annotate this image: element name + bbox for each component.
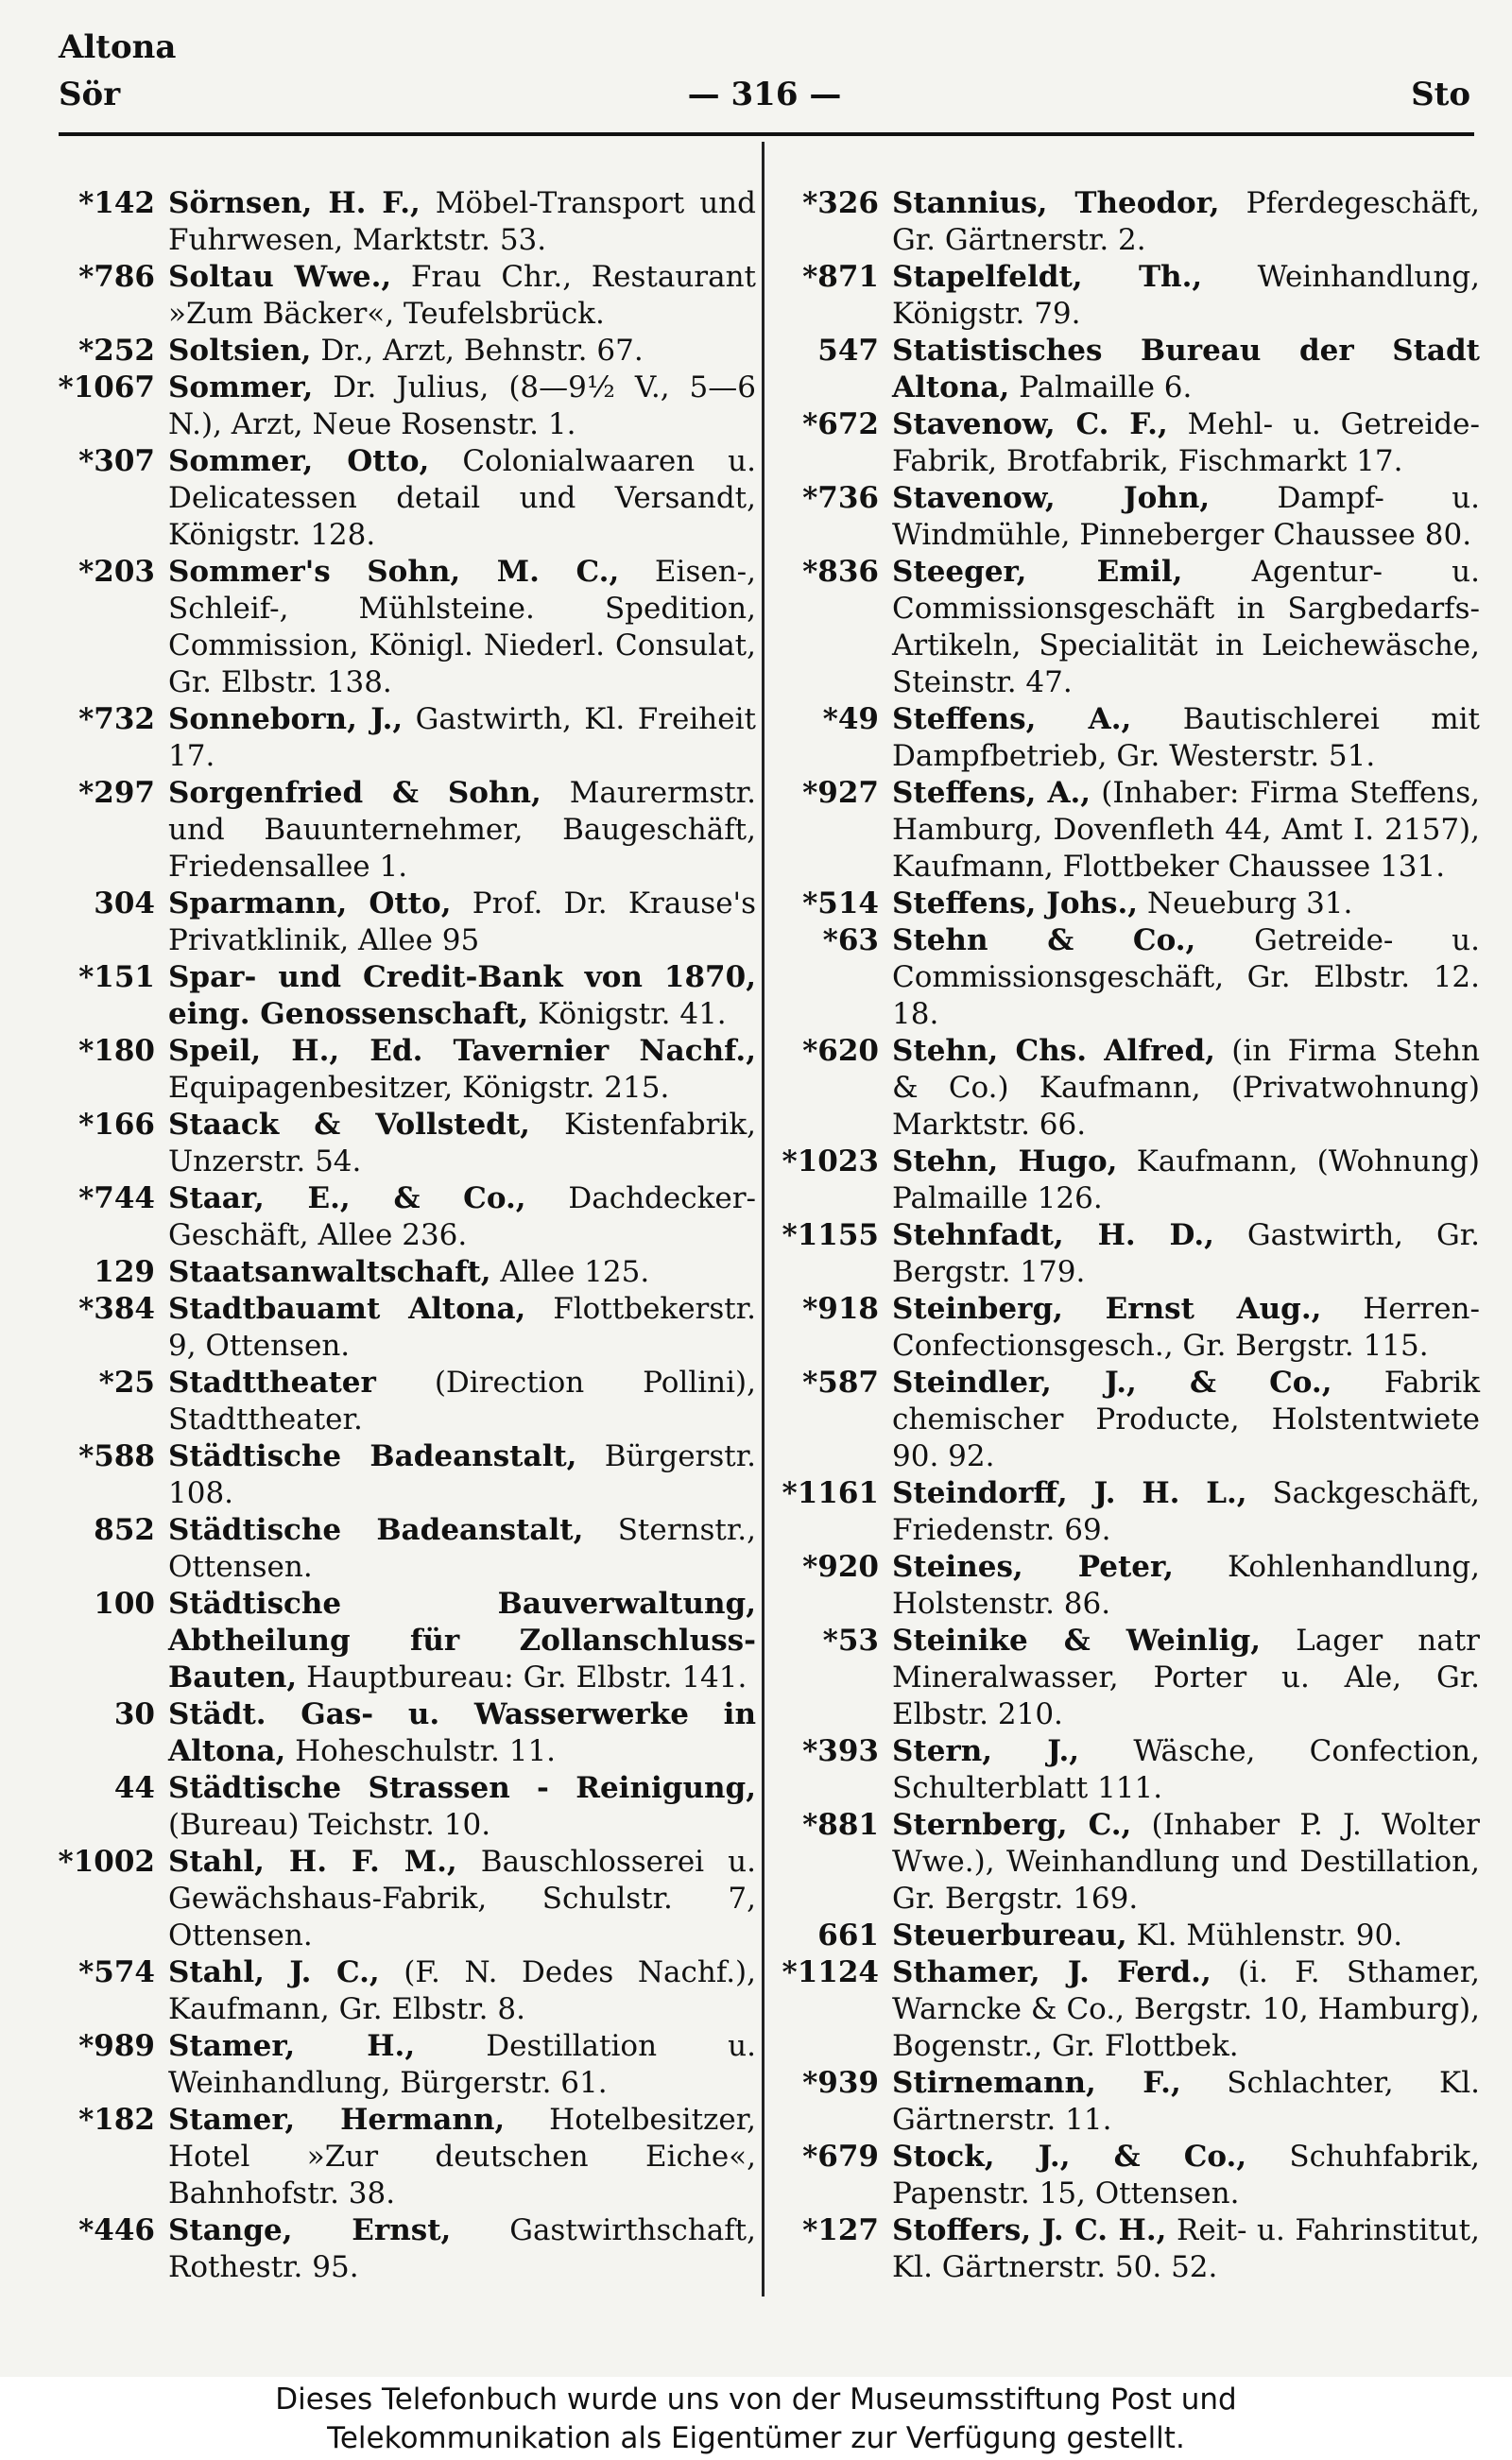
subscriber-details: Equipagenbesitzer, Königstr. 215. (168, 1071, 670, 1105)
phone-number: *679 (802, 2140, 879, 2174)
footer-line-1: Dieses Telefonbuch wurde uns von der Museumsstiftung Post und (275, 2383, 1237, 2417)
phone-number: *446 (78, 2213, 155, 2247)
subscriber-name: Stoffers, J. C. H., (892, 2213, 1167, 2247)
directory-entry (781, 701, 1480, 775)
phone-number: *732 (78, 702, 155, 736)
directory-entry (57, 259, 756, 333)
phone-number: *307 (78, 444, 155, 478)
subscriber-details: Reit- u. Fahrinstitut, Kl. Gärtnerstr. 50. 52. (892, 2213, 1480, 2284)
directory-entry (57, 886, 756, 959)
phone-number: *588 (78, 1439, 155, 1473)
directory-entry (781, 185, 1480, 259)
phone-number: *1161 (782, 1476, 879, 1510)
directory-entry (57, 959, 756, 1033)
subscriber-name: Staar, E., & Co., (168, 1181, 526, 1215)
subscriber-name: Stehn, Hugo, (892, 1144, 1118, 1178)
subscriber-details: Gastwirth, Kl. Freiheit 17. (168, 702, 756, 773)
phone-number: *393 (802, 1734, 879, 1768)
range-end-label: Sto (1411, 76, 1470, 113)
subscriber-details: Maurermstr. und Bauunternehmer, Baugeschäft, Friedensallee 1. (168, 776, 756, 884)
phone-number: *1155 (782, 1218, 879, 1252)
page-header (59, 76, 1470, 119)
subscriber-details: Wäsche, Confection, Schulterblatt 111. (892, 1734, 1480, 1805)
phone-number: 304 (94, 886, 155, 920)
directory-entry (781, 1549, 1480, 1623)
subscriber-details: (F. N. Dedes Nachf.), Kaufmann, Gr. Elbstr. 8. (168, 1955, 756, 2026)
subscriber-name: Stehn & Co., (892, 923, 1196, 957)
right-column (781, 185, 1480, 2286)
subscriber-details: Eisen-, Schleif-, Mühlsteine. Spedition, Commission, Königl. Niederl. Consulat, Gr. Elbstr. 138. (168, 555, 756, 699)
subscriber-details: (i. F. Sthamer, Warncke & Co., Bergstr. 10, Hamburg), Bogenstr., Gr. Flottbek. (892, 1955, 1480, 2063)
footer-line-2: Telekommunikation als Eigentümer zur Verfügung gestellt. (327, 2421, 1185, 2455)
subscriber-name: Stehn, Chs. Alfred, (892, 1034, 1215, 1068)
directory-entry (781, 1623, 1480, 1733)
phone-number: *744 (78, 1181, 155, 1215)
phone-number: *918 (802, 1292, 879, 1326)
phone-number: *514 (802, 886, 879, 920)
subscriber-details: Herren-Confectionsgesch., Gr. Bergstr. 115. (892, 1292, 1480, 1363)
footer-notice (0, 2377, 1512, 2460)
phone-number: *151 (78, 960, 155, 994)
directory-entry (57, 1512, 756, 1586)
range-start-label: Sör (59, 76, 121, 113)
directory-entry (57, 2102, 756, 2212)
subscriber-details: Bauschlosserei u. Gewächshaus-Fabrik, Schulstr. 7, Ottensen. (168, 1845, 756, 1953)
subscriber-name: Speil, H., Ed. Tavernier Nachf., (168, 1034, 756, 1068)
directory-entry (781, 775, 1480, 886)
directory-entry (781, 1733, 1480, 1807)
subscriber-name: Soltau Wwe., (168, 260, 392, 294)
directory-entry (57, 1107, 756, 1180)
directory-entry (781, 259, 1480, 333)
subscriber-name: Sorgenfried & Sohn, (168, 776, 541, 810)
phone-number: *1002 (58, 1845, 155, 1879)
subscriber-name: Steffens, Johs., (892, 886, 1139, 920)
subscriber-details: Prof. Dr. Krause's Privatklinik, Allee 95 (168, 886, 756, 957)
subscriber-details: Dr., Arzt, Behnstr. 67. (320, 334, 644, 368)
subscriber-name: Stange, Ernst, (168, 2213, 452, 2247)
directory-entry (781, 2212, 1480, 2286)
subscriber-details: Colonialwaaren u. Delicatessen detail und Versandt, Königstr. 128. (168, 444, 756, 552)
directory-entry (57, 443, 756, 554)
subscriber-details: (Inhaber: Firma Steffens, Hamburg, Dovenfleth 44, Amt I. 2157), Kaufmann, Flottbeker Chaussee 131. (892, 776, 1481, 884)
subscriber-name: Steindler, J., & Co., (892, 1366, 1332, 1400)
left-column (57, 185, 756, 2286)
phone-number: *1067 (58, 370, 155, 404)
directory-entry (781, 554, 1480, 701)
phone-number: *326 (802, 186, 879, 220)
subscriber-name: Städtische Strassen - Reinigung, (168, 1771, 756, 1805)
subscriber-name: Stahl, H. F. M., (168, 1845, 457, 1879)
subscriber-name: Städtische Badeanstalt, (168, 1439, 577, 1473)
phone-number: 30 (113, 1697, 155, 1731)
subscriber-name: Sternberg, C., (892, 1808, 1132, 1842)
subscriber-name: Staatsanwaltschaft, (168, 1255, 491, 1289)
subscriber-name: Stock, J., & Co., (892, 2140, 1247, 2174)
page-number: — 316 — (687, 76, 842, 113)
phone-number: *620 (802, 1034, 879, 1068)
phone-number: *939 (802, 2066, 879, 2100)
subscriber-details: Kaufmann, (Wohnung) Palmaille 126. (892, 1144, 1480, 1215)
subscriber-name: Stamer, H., (168, 2029, 416, 2063)
subscriber-name: Sommer, Otto, (168, 444, 430, 478)
city-heading: Altona (59, 28, 177, 66)
subscriber-details: Kistenfabrik, Unzerstr. 54. (168, 1108, 756, 1178)
subscriber-details: Kohlenhandlung, Holstenstr. 86. (892, 1550, 1480, 1621)
phone-number: *836 (802, 555, 879, 589)
subscriber-details: Weinhandlung, Königstr. 79. (892, 260, 1480, 331)
directory-entry (57, 1696, 756, 1770)
subscriber-name: Steffens, A., (892, 702, 1132, 736)
subscriber-details: Agentur- u. Commissionsgeschäft in Sargbedarfs-Artikeln, Specialität in Leichewäsche, Steinstr. 47. (892, 555, 1480, 699)
column-divider (762, 142, 765, 2297)
subscriber-name: Steuerbureau, (892, 1918, 1127, 1953)
subscriber-name: Steffens, A., (892, 776, 1091, 810)
directory-entry (57, 1438, 756, 1512)
phone-number: *49 (822, 702, 879, 736)
subscriber-details: Neueburg 31. (1146, 886, 1353, 920)
phone-number: *927 (802, 776, 879, 810)
subscriber-details: Gastwirthschaft, Rothestr. 95. (168, 2213, 756, 2284)
subscriber-details: Hoheschulstr. 11. (295, 1734, 557, 1768)
directory-entry (57, 1180, 756, 1254)
header-rule (59, 132, 1474, 136)
directory-entry (781, 1033, 1480, 1144)
subscriber-details: Mehl- u. Getreide-Fabrik, Brotfabrik, Fischmarkt 17. (892, 407, 1480, 478)
directory-entry (781, 1217, 1480, 1291)
phone-number: *203 (78, 555, 155, 589)
subscriber-details: Allee 125. (500, 1255, 650, 1289)
subscriber-name: Staack & Vollstedt, (168, 1108, 530, 1142)
subscriber-details: Sternstr., Ottensen. (168, 1513, 756, 1584)
subscriber-details: Getreide- u. Commissionsgeschäft, Gr. Elbstr. 12. 18. (892, 923, 1480, 1031)
phone-number: *989 (78, 2029, 155, 2063)
subscriber-name: Statistisches Bureau der Stadt Altona, (892, 334, 1480, 404)
directory-entry (781, 2139, 1480, 2212)
directory-entry (57, 333, 756, 370)
phone-number: *587 (802, 1366, 879, 1400)
phone-number: *142 (78, 186, 155, 220)
phone-number: *384 (78, 1292, 155, 1326)
directory-entry (781, 1475, 1480, 1549)
subscriber-name: Sörnsen, H. F., (168, 186, 421, 220)
phone-number: *25 (98, 1366, 155, 1400)
phone-number: 661 (817, 1918, 879, 1953)
phone-number: *252 (78, 334, 155, 368)
subscriber-details: (Bureau) Teichstr. 10. (168, 1808, 491, 1842)
subscriber-details: Fabrik chemischer Producte, Holstentwiete 90. 92. (892, 1366, 1480, 1473)
subscriber-name: Soltsien, (168, 334, 312, 368)
subscriber-name: Steinike & Weinlig, (892, 1624, 1262, 1658)
subscriber-name: Sommer, (168, 370, 314, 404)
phone-number: *881 (802, 1808, 879, 1842)
directory-entry (781, 1291, 1480, 1365)
phone-number: 129 (94, 1255, 155, 1289)
subscriber-name: Steeger, Emil, (892, 555, 1183, 589)
subscriber-details: Möbel-Transport und Fuhrwesen, Marktstr. 53. (168, 186, 756, 257)
subscriber-name: Stehnfadt, H. D., (892, 1218, 1214, 1252)
subscriber-name: Stamer, Hermann, (168, 2103, 506, 2137)
phone-number: *672 (802, 407, 879, 441)
subscriber-name: Sparmann, Otto, (168, 886, 452, 920)
subscriber-name: Stadtbauamt Altona, (168, 1292, 526, 1326)
subscriber-details: Dr. Julius, (8—9½ V., 5—6 N.), Arzt, Neue Rosenstr. 1. (168, 370, 756, 441)
subscriber-name: Stahl, J. C., (168, 1955, 380, 1989)
directory-entry (781, 922, 1480, 1033)
directory-entry (781, 1365, 1480, 1475)
subscriber-details: Destillation u. Weinhandlung, Bürgerstr. 61. (168, 2029, 756, 2100)
subscriber-details: Bürgerstr. 108. (168, 1439, 756, 1510)
subscriber-details: Palmaille 6. (1019, 370, 1193, 404)
subscriber-name: Stannius, Theodor, (892, 186, 1220, 220)
subscriber-name: Steines, Peter, (892, 1550, 1174, 1584)
subscriber-name: Stavenow, C. F., (892, 407, 1168, 441)
subscriber-name: Sthamer, J. Ferd., (892, 1955, 1211, 1989)
directory-entry (57, 1770, 756, 1844)
phone-number: *127 (802, 2213, 879, 2247)
directory-entry (781, 406, 1480, 480)
directory-entry (781, 333, 1480, 406)
subscriber-details: Dachdecker-Geschäft, Allee 236. (168, 1181, 757, 1252)
directory-entry (781, 2065, 1480, 2139)
directory-entry (781, 480, 1480, 554)
subscriber-name: Spar- und Credit-Bank von 1870, eing. Genossenschaft, (168, 960, 756, 1031)
subscriber-details: Königstr. 41. (538, 997, 727, 1031)
phone-number: *736 (802, 481, 879, 515)
phone-number: 852 (94, 1513, 155, 1547)
subscriber-details: Dampf- u. Windmühle, Pinneberger Chaussee 80. (892, 481, 1481, 552)
subscriber-details: Sackgeschäft, Friedenstr. 69. (892, 1476, 1480, 1547)
subscriber-name: Stapelfeldt, Th., (892, 260, 1203, 294)
subscriber-details: Kl. Mühlenstr. 90. (1136, 1918, 1403, 1953)
directory-entry (57, 554, 756, 701)
directory-entry (57, 1291, 756, 1365)
phone-number: *786 (78, 260, 155, 294)
phone-number: *182 (78, 2103, 155, 2137)
directory-entry (57, 1954, 756, 2028)
subscriber-name: Stadttheater (168, 1366, 376, 1400)
directory-entry (781, 1954, 1480, 2065)
directory-entry (57, 1365, 756, 1438)
directory-entry (57, 1254, 756, 1291)
directory-entry (57, 701, 756, 775)
directory-entry (57, 2212, 756, 2286)
subscriber-name: Städtische Badeanstalt, (168, 1513, 584, 1547)
subscriber-details: Gastwirth, Gr. Bergstr. 179. (892, 1218, 1481, 1289)
directory-entry (57, 185, 756, 259)
directory-entry (57, 775, 756, 886)
phone-number: *166 (78, 1108, 155, 1142)
phone-number: *574 (78, 1955, 155, 1989)
phone-number: *180 (78, 1034, 155, 1068)
subscriber-details: Flottbekerstr. 9, Ottensen. (168, 1292, 756, 1363)
subscriber-name: Steinberg, Ernst Aug., (892, 1292, 1322, 1326)
phone-number: *920 (802, 1550, 879, 1584)
subscriber-details: Hotelbesitzer, Hotel »Zur deutschen Eiche«, Bahnhofstr. 38. (168, 2103, 756, 2211)
subscriber-details: (in Firma Stehn & Co.) Kaufmann, (Privatwohnung) Marktstr. 66. (892, 1034, 1481, 1142)
directory-entry (57, 2028, 756, 2102)
subscriber-details: Pferdegeschäft, Gr. Gärtnerstr. 2. (892, 186, 1481, 257)
phone-number: *1124 (782, 1955, 879, 1989)
phone-number: 44 (113, 1771, 155, 1805)
directory-entry (57, 1586, 756, 1696)
subscriber-name: Städtische Bauverwaltung, Abtheilung für Zollanschluss-Bauten, (168, 1587, 756, 1694)
directory-entry (57, 370, 756, 443)
subscriber-details: Lager natr Mineralwasser, Porter u. Ale, Gr. Elbstr. 210. (892, 1624, 1480, 1731)
subscriber-name: Steindorff, J. H. L., (892, 1476, 1247, 1510)
subscriber-details: (Direction Pollini), Stadttheater. (168, 1366, 756, 1436)
directory-entry (781, 1918, 1480, 1954)
subscriber-details: Hauptbureau: Gr. Elbstr. 141. (306, 1660, 747, 1694)
phone-number: *871 (802, 260, 879, 294)
subscriber-details: (Inhaber P. J. Wolter Wwe.), Weinhandlung und Destillation, Gr. Bergstr. 169. (892, 1808, 1480, 1916)
subscriber-name: Sommer's Sohn, M. C., (168, 555, 620, 589)
subscriber-name: Städt. Gas- u. Wasserwerke in Altona, (168, 1697, 756, 1768)
directory-entry (57, 1844, 756, 1954)
phone-number: *1023 (782, 1144, 879, 1178)
phone-number: *63 (822, 923, 879, 957)
subscriber-details: Schlachter, Kl. Gärtnerstr. 11. (892, 2066, 1480, 2137)
subscriber-details: Bautischlerei mit Dampfbetrieb, Gr. Westerstr. 51. (892, 702, 1481, 773)
phone-number: *297 (78, 776, 155, 810)
subscriber-name: Sonneborn, J., (168, 702, 404, 736)
directory-entry (781, 1144, 1480, 1217)
subscriber-details: Schuhfabrik, Papenstr. 15, Ottensen. (892, 2140, 1480, 2211)
subscriber-name: Stern, J., (892, 1734, 1080, 1768)
phone-number: 547 (817, 334, 879, 368)
phone-number: *53 (822, 1624, 879, 1658)
subscriber-name: Stavenow, John, (892, 481, 1211, 515)
directory-entry (781, 1807, 1480, 1918)
phone-number: 100 (94, 1587, 155, 1621)
directory-entry (57, 1033, 756, 1107)
subscriber-name: Stirnemann, F., (892, 2066, 1181, 2100)
subscriber-details: Frau Chr., Restaurant »Zum Bäcker«, Teufelsbrück. (168, 260, 757, 331)
directory-entry (781, 886, 1480, 922)
